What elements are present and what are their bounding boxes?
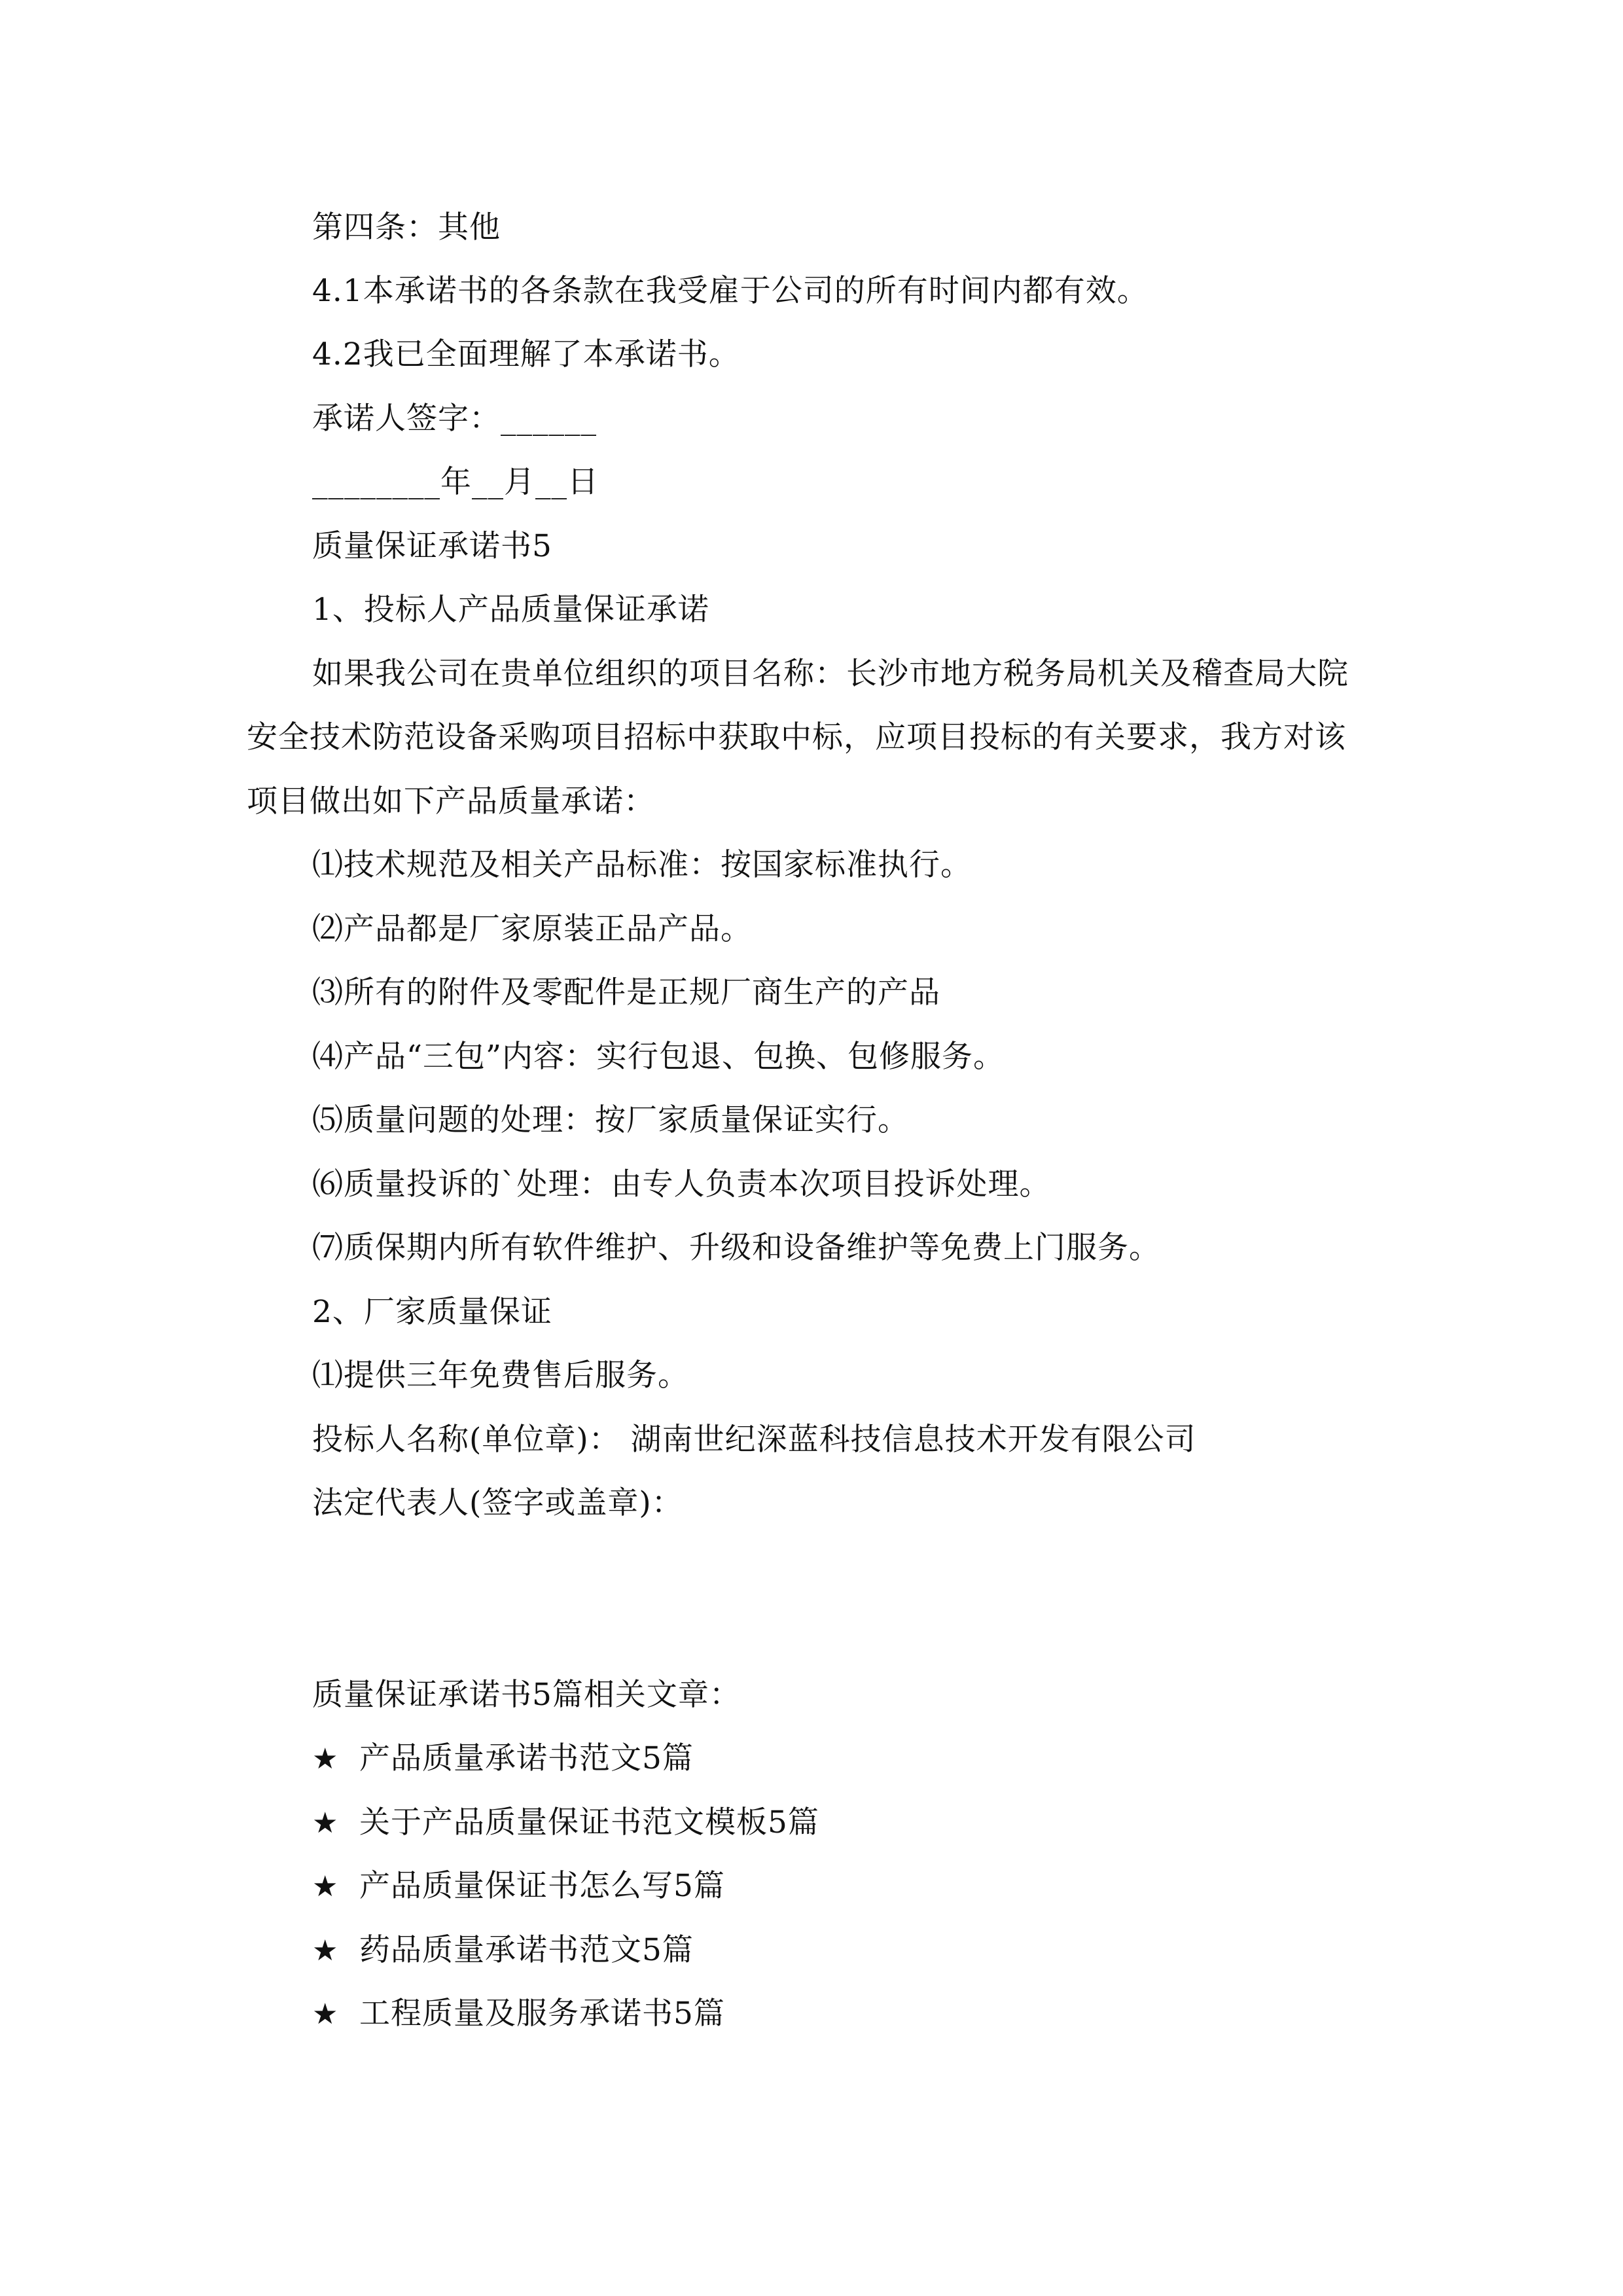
related-link-4[interactable] xyxy=(312,1931,694,1971)
star-icon: ★ xyxy=(312,1998,339,2031)
commitment-item-3: ⑶所有的附件及零配件是正规厂商生产的产品 xyxy=(312,975,940,1011)
related-articles-heading: 质量保证承诺书5篇相关文章： xyxy=(312,1677,741,1713)
star-icon: ★ xyxy=(312,1870,339,1903)
star-icon: ★ xyxy=(312,1806,339,1840)
section4-item-1: 4.1本承诺书的各条款在我受雇于公司的所有时间内都有效。 xyxy=(312,273,1149,309)
related-link-label: 产品质量承诺书范文5篇 xyxy=(359,1740,694,1776)
legal-representative-line: 法定代表人(签字或盖章)： xyxy=(312,1485,683,1521)
related-link-label: 药品质量承诺书范文5篇 xyxy=(359,1932,694,1968)
related-link-label: 产品质量保证书怎么写5篇 xyxy=(359,1868,725,1904)
doc5-paragraph-line-3: 项目做出如下产品质量承诺： xyxy=(247,783,655,819)
related-link-5[interactable] xyxy=(312,1994,725,2034)
commitment-item-5: ⑸质量问题的处理：按厂家质量保证实行。 xyxy=(312,1102,909,1138)
date-line: ________年__月__日 xyxy=(312,464,599,500)
star-icon: ★ xyxy=(312,1934,339,1967)
doc5-subheading-1: 1、投标人产品质量保证承诺 xyxy=(312,592,709,628)
commitment-item-1: ⑴技术规范及相关产品标准：按国家标准执行。 xyxy=(312,847,972,883)
doc5-title: 质量保证承诺书5 xyxy=(312,528,552,564)
manufacturer-item-1: ⑴提供三年免费售后服务。 xyxy=(312,1357,689,1393)
related-link-label: 关于产品质量保证书范文模板5篇 xyxy=(359,1804,819,1840)
commitment-item-7: ⑺质保期内所有软件维护、升级和设备维护等免费上门服务。 xyxy=(312,1230,1160,1266)
related-link-3[interactable] xyxy=(312,1867,725,1907)
bidder-name-line: 投标人名称(单位章)： 湖南世纪深蓝科技信息技术开发有限公司 xyxy=(312,1422,1196,1458)
commitment-item-6: ⑹质量投诉的`处理：由专人负责本次项目投诉处理。 xyxy=(312,1166,1051,1202)
doc5-paragraph-line-1: 如果我公司在贵单位组织的项目名称：长沙市地方税务局机关及稽查局大院 xyxy=(312,656,1349,692)
commitment-item-4: ⑷产品“三包”内容：实行包退、包换、包修服务。 xyxy=(312,1039,1005,1075)
star-icon: ★ xyxy=(312,1742,339,1776)
doc5-subheading-2: 2、厂家质量保证 xyxy=(312,1294,552,1330)
doc5-paragraph-line-2: 安全技术防范设备采购项目招标中获取中标，应项目投标的有关要求，我方对该 xyxy=(247,719,1346,755)
related-link-1[interactable] xyxy=(312,1739,694,1779)
section4-heading: 第四条：其他 xyxy=(312,209,501,245)
commitment-item-2: ⑵产品都是厂家原装正品产品。 xyxy=(312,911,752,947)
section4-item-2: 4.2我已全面理解了本承诺书。 xyxy=(312,336,740,372)
related-link-2[interactable] xyxy=(312,1803,819,1843)
signature-line: 承诺人签字：______ xyxy=(312,401,597,437)
related-link-label: 工程质量及服务承诺书5篇 xyxy=(359,1996,725,2032)
